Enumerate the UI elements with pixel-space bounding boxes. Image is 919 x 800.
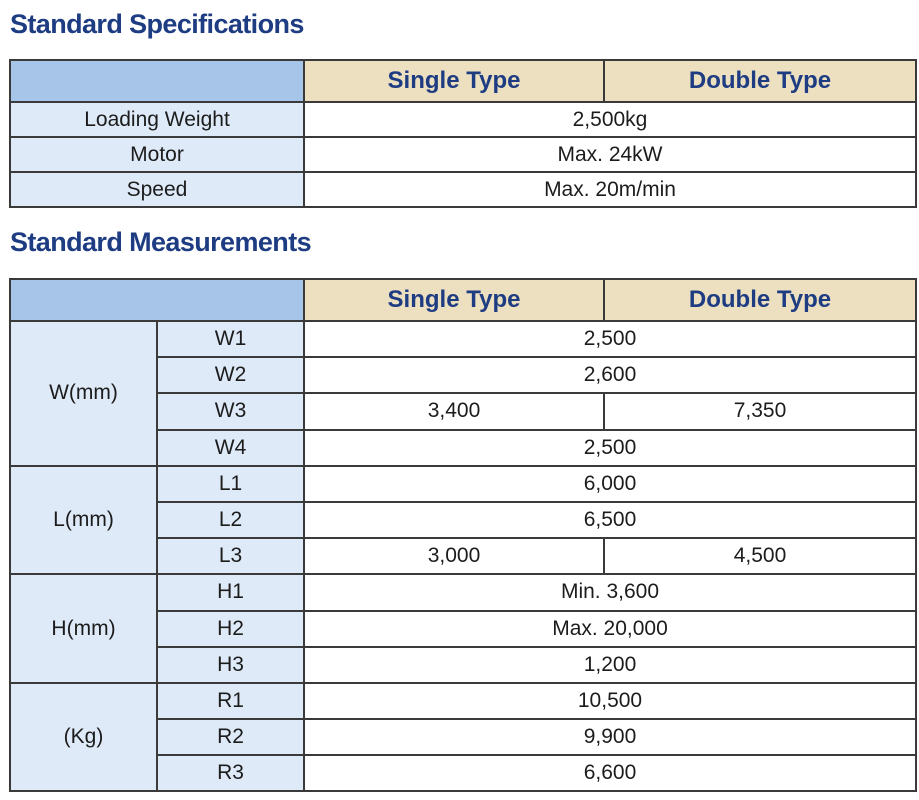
- group-label-kg: (Kg): [10, 683, 157, 792]
- row-value: 2,500: [304, 321, 916, 357]
- spec-row-label: Motor: [10, 137, 304, 172]
- row-code: W3: [157, 393, 304, 429]
- table-row: [10, 574, 916, 610]
- group-label-w: W(mm): [10, 321, 157, 466]
- table-row: [10, 683, 916, 719]
- row-value-single: 3,400: [304, 393, 604, 429]
- row-code: L3: [157, 538, 304, 574]
- spec-header-corner: [10, 60, 304, 102]
- row-value: 6,000: [304, 466, 916, 502]
- meas-col-single: Single Type: [304, 279, 604, 321]
- row-value: Max. 20,000: [304, 611, 916, 647]
- meas-col-double: Double Type: [604, 279, 916, 321]
- group-label-l: L(mm): [10, 466, 157, 575]
- row-value: 2,500: [304, 430, 916, 466]
- spec-row-value: 2,500kg: [304, 102, 916, 137]
- row-value: 6,500: [304, 502, 916, 538]
- meas-header-row: [10, 279, 916, 321]
- row-code: L2: [157, 502, 304, 538]
- meas-title: Standard Measurements: [10, 227, 311, 257]
- spec-row-loading-weight: [10, 102, 916, 137]
- spec-col-single: Single Type: [304, 60, 604, 102]
- row-value: 10,500: [304, 683, 916, 719]
- table-row: [10, 466, 916, 502]
- row-value: 1,200: [304, 647, 916, 683]
- spec-row-label: Loading Weight: [10, 102, 304, 137]
- row-value: 2,600: [304, 357, 916, 393]
- row-value: Min. 3,600: [304, 574, 916, 610]
- row-code: H3: [157, 647, 304, 683]
- row-value-single: 3,000: [304, 538, 604, 574]
- row-code: H1: [157, 574, 304, 610]
- row-code: R2: [157, 719, 304, 755]
- row-code: W2: [157, 357, 304, 393]
- row-code: W4: [157, 430, 304, 466]
- row-code: H2: [157, 611, 304, 647]
- spec-row-motor: [10, 137, 916, 172]
- spec-row-value: Max. 20m/min: [304, 172, 916, 207]
- row-code: R3: [157, 755, 304, 791]
- spec-title: Standard Specifications: [10, 9, 304, 39]
- spec-row-label: Speed: [10, 172, 304, 207]
- spec-row-speed: [10, 172, 916, 207]
- specifications-table: [9, 59, 917, 208]
- row-value: 6,600: [304, 755, 916, 791]
- spec-col-double: Double Type: [604, 60, 916, 102]
- row-value-double: 7,350: [604, 393, 916, 429]
- group-label-h: H(mm): [10, 574, 157, 683]
- meas-header-corner: [10, 279, 304, 321]
- table-row: [10, 321, 916, 357]
- measurements-table: [9, 278, 917, 792]
- row-value: 9,900: [304, 719, 916, 755]
- spec-header-row: [10, 60, 916, 102]
- row-code: W1: [157, 321, 304, 357]
- row-code: R1: [157, 683, 304, 719]
- spec-row-value: Max. 24kW: [304, 137, 916, 172]
- row-value-double: 4,500: [604, 538, 916, 574]
- row-code: L1: [157, 466, 304, 502]
